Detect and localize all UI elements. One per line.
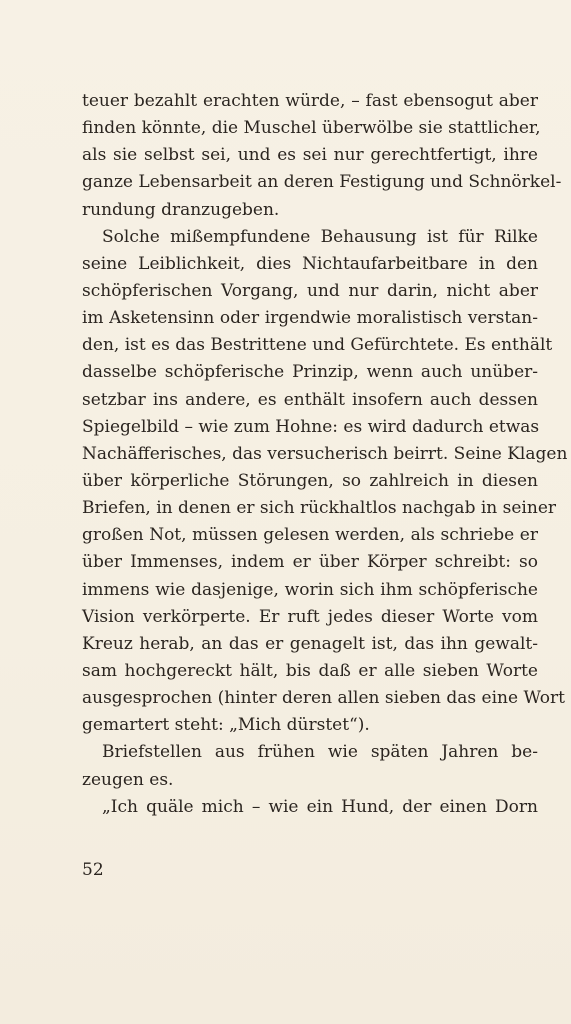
text-line: finden könnte, die Muschel überwölbe sie stattlicher, [82,118,541,139]
text-line: großen Not, müssen gelesen werden, als schriebe er [82,525,538,546]
text-line: seine Leiblichkeit, dies Nichtaufarbeitbare in den [82,253,538,274]
text-line: ausgesprochen (hinter deren allen sieben das eine Wort [82,688,565,709]
text-line: als sie selbst sei, und es sei nur gerechtfertigt, ihre [82,145,538,166]
text-line: sam hochgereckt hält, bis daß er alle sieben Worte [82,660,538,681]
text-line: Vision verkörperte. Er ruft jedes dieser Worte vom [82,606,538,627]
text-line: Nachäfferisches, das versucherisch beirrt. Seine Klagen [82,443,568,464]
text-line: dasselbe schöpferische Prinzip, wenn auch unüber- [82,362,538,383]
text-line: schöpferischen Vorgang, und nur darin, nicht aber [82,280,538,301]
text-line: gemartert steht: „Mich dürstet“). [82,715,370,736]
text-line: „Ich quäle mich – wie ein Hund, der einen Dorn [102,796,538,817]
text-line: über körperliche Störungen, so zahlreich in diesen [82,470,538,491]
text-line: Spiegelbild – wie zum Hohne: es wird dadurch etwas [82,416,540,437]
body-text [82,88,568,821]
text-line: Solche mißempfundene Behausung ist für Rilke [102,226,538,247]
text-line: zeugen es. [82,769,174,790]
text-line: im Asketensinn oder irgendwie moralistisch verstan- [82,308,538,329]
text-line: setzbar ins andere, es enthält insofern auch dessen [82,389,538,410]
text-line: ganze Lebensarbeit an deren Festigung und Schnörkel- [82,172,562,193]
text-line: Briefen, in denen er sich rückhaltlos nachgab in seiner [82,498,556,519]
text-line: immens wie dasjenige, worin sich ihm schöpferische [82,579,538,600]
text-line: Briefstellen aus frühen wie späten Jahren be- [102,742,538,763]
text-line: über Immenses, indem er über Körper schreibt: so [82,552,538,573]
text-line: Kreuz herab, an das er genagelt ist, das ihn gewalt- [82,633,538,654]
text-line: teuer bezahlt erachten würde, – fast ebensogut aber [82,91,538,111]
text-line: den, ist es das Bestrittene und Gefürchtete. Es enthält [82,335,553,356]
text-line: rundung dranzugeben. [82,199,280,220]
page-number: 52 [82,860,104,880]
